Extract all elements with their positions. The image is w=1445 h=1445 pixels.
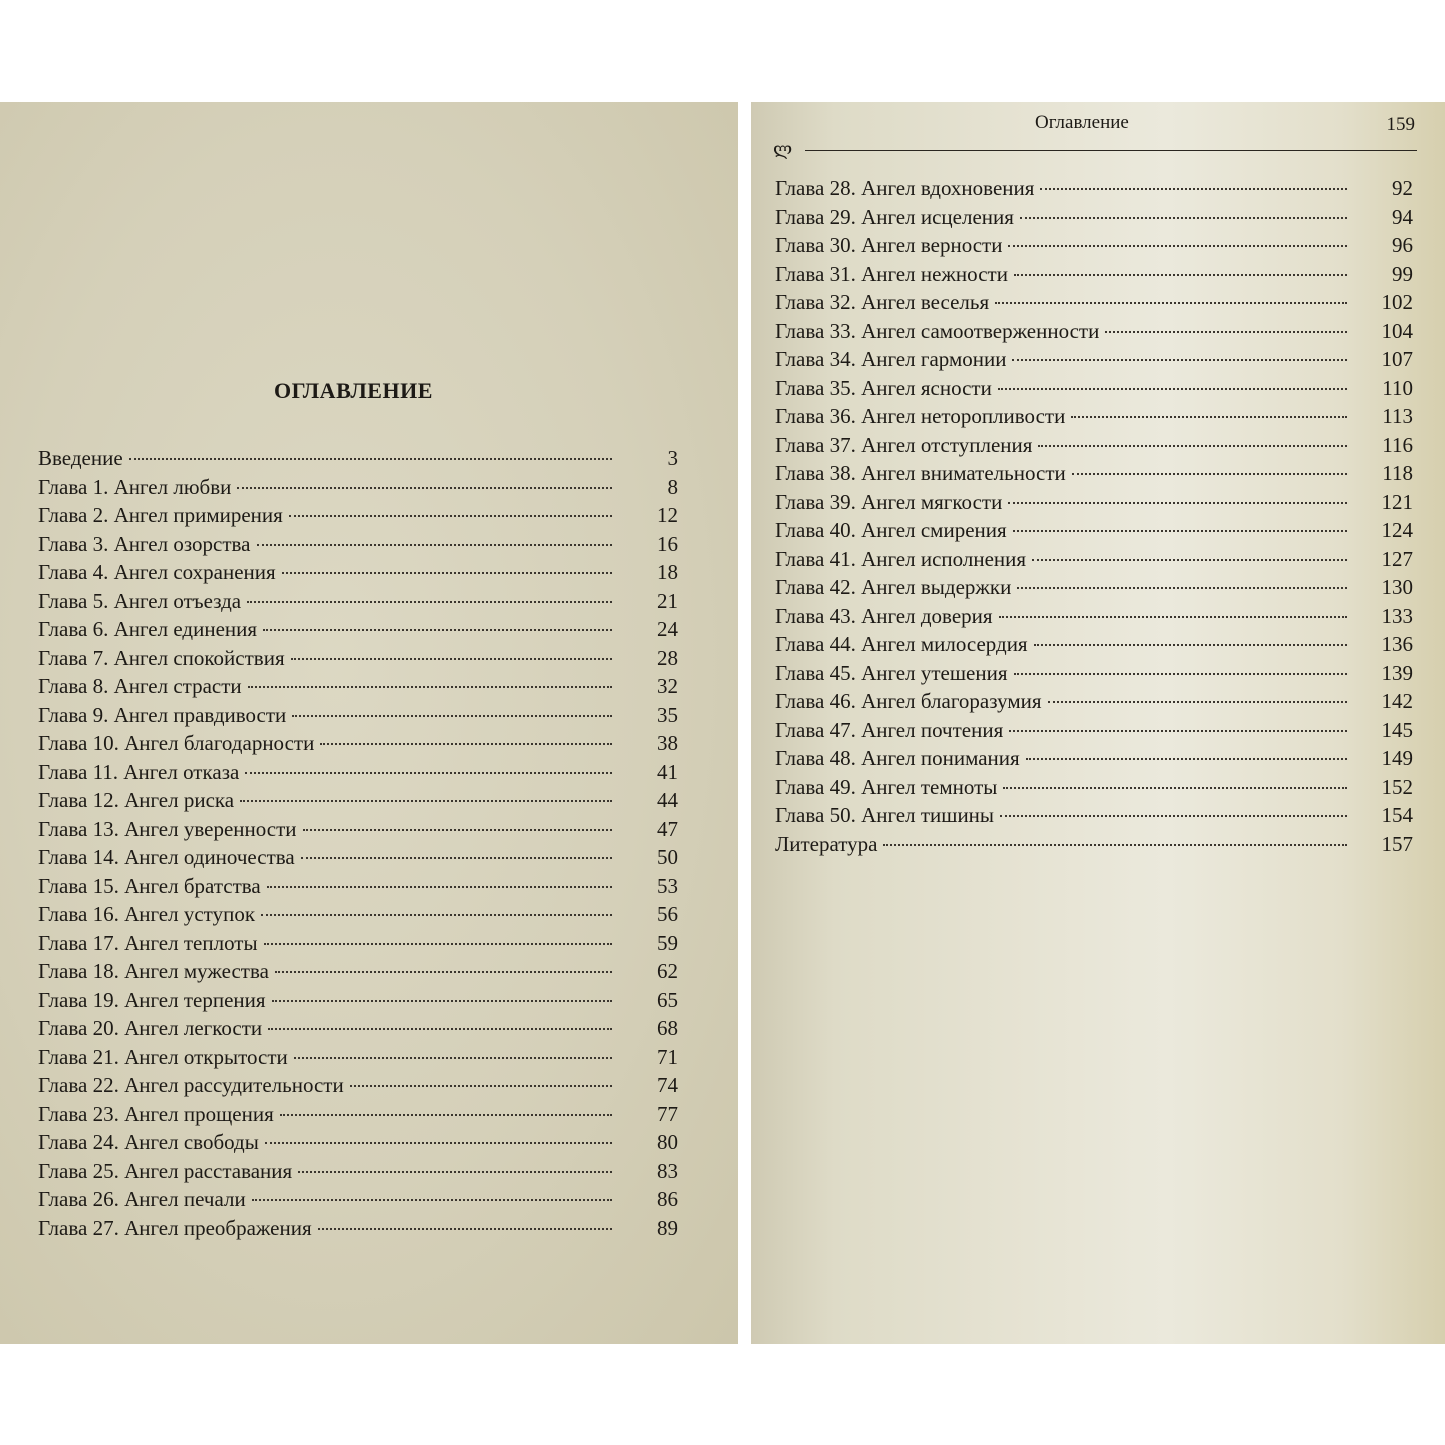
toc-entry-page: 38 — [657, 731, 678, 755]
toc-entry — [775, 518, 1413, 547]
toc-entry — [38, 617, 678, 646]
toc-entry — [38, 589, 678, 618]
toc-entry — [775, 176, 1413, 205]
toc-entry — [775, 461, 1413, 490]
toc-entry — [775, 604, 1413, 633]
dot-leader — [1105, 331, 1347, 333]
toc-entry — [38, 731, 678, 760]
toc-entry-label: Глава 50. Ангел тишины — [775, 803, 995, 827]
toc-entry-label: Глава 20. Ангел легкости — [38, 1016, 263, 1040]
toc-entry-label: Глава 31. Ангел нежности — [775, 261, 1008, 286]
dot-leader — [1012, 359, 1347, 361]
toc-entry — [38, 1159, 678, 1188]
dot-leader — [1038, 445, 1347, 447]
toc-entry-label: Глава 3. Ангел озорства — [38, 531, 251, 556]
toc-entry — [38, 1073, 678, 1102]
toc-entry-label: Глава 33. Ангел самоотверженности — [775, 318, 1100, 343]
dot-leader — [247, 601, 612, 603]
toc-entry — [775, 746, 1413, 775]
dot-leader — [248, 686, 612, 688]
toc-entry-page: 44 — [657, 788, 678, 812]
toc-entry — [38, 874, 678, 903]
toc-entry-label: Глава 12. Ангел риска — [38, 788, 235, 812]
toc-entry-page: 53 — [657, 873, 678, 898]
toc-entry-page: 35 — [657, 702, 678, 727]
toc-entry-page: 80 — [657, 1130, 678, 1154]
dot-leader — [129, 458, 612, 460]
toc-entry-page: 94 — [1392, 204, 1413, 229]
right-page — [751, 102, 1445, 1344]
toc-entry-page: 41 — [657, 759, 678, 784]
toc-entry — [38, 560, 678, 589]
toc-entry-label: Глава 14. Ангел одиночества — [38, 845, 295, 869]
dot-leader — [257, 544, 613, 546]
toc-entry-page: 74 — [657, 1073, 678, 1097]
toc-entry-page: 77 — [657, 1101, 678, 1126]
toc-entry-page: 18 — [657, 560, 678, 584]
toc-entry-label: Глава 6. Ангел единения — [38, 617, 258, 641]
toc-entry-label: Глава 36. Ангел неторопливости — [775, 404, 1066, 428]
toc-entry — [38, 1130, 678, 1159]
toc-entry-label: Глава 32. Ангел веселья — [775, 290, 990, 314]
toc-entry-label: Глава 8. Ангел страсти — [38, 674, 242, 698]
toc-entry-page: 157 — [1381, 831, 1413, 856]
toc-list-right — [775, 176, 1413, 860]
dot-leader — [1008, 502, 1347, 504]
toc-entry-page: 59 — [657, 930, 678, 955]
dot-leader — [282, 572, 612, 574]
toc-entry-page: 47 — [657, 816, 678, 841]
toc-entry-label: Глава 21. Ангел открытости — [38, 1044, 288, 1069]
dot-leader — [280, 1114, 612, 1116]
dot-leader — [294, 1057, 612, 1059]
toc-entry-label: Глава 4. Ангел сохранения — [38, 560, 276, 584]
dot-leader — [267, 886, 612, 888]
toc-entry-label: Глава 39. Ангел мягкости — [775, 489, 1003, 514]
dot-leader — [275, 971, 612, 973]
toc-entry — [775, 290, 1413, 319]
dot-leader — [350, 1085, 612, 1087]
toc-entry-label: Глава 13. Ангел уверенности — [38, 816, 297, 841]
toc-entry-label: Глава 9. Ангел правдивости — [38, 702, 287, 727]
toc-entry-label: Глава 28. Ангел вдохновения — [775, 176, 1035, 200]
toc-entry-page: 96 — [1392, 233, 1413, 257]
dot-leader — [303, 829, 612, 831]
dot-leader — [261, 914, 612, 916]
toc-entry-page: 68 — [657, 1016, 678, 1040]
toc-entry-page: 71 — [657, 1044, 678, 1069]
dot-leader — [289, 515, 612, 517]
toc-entry — [775, 775, 1413, 804]
toc-entry-page: 21 — [657, 588, 678, 613]
toc-list-left — [38, 446, 678, 1244]
toc-entry-page: 145 — [1381, 717, 1413, 742]
toc-entry — [775, 832, 1413, 861]
toc-entry-label: Глава 37. Ангел отступления — [775, 432, 1033, 457]
toc-entry-label: Глава 35. Ангел ясности — [775, 375, 992, 400]
toc-entry-page: 136 — [1381, 632, 1413, 656]
toc-entry — [38, 475, 678, 504]
dot-leader — [1008, 245, 1347, 247]
toc-entry-page: 102 — [1381, 290, 1413, 314]
toc-entry-label: Глава 18. Ангел мужества — [38, 959, 269, 983]
toc-entry — [775, 803, 1413, 832]
dot-leader — [1048, 701, 1348, 703]
toc-entry — [38, 1216, 678, 1245]
toc-entry-label: Глава 30. Ангел верности — [775, 233, 1003, 257]
toc-entry — [775, 718, 1413, 747]
toc-entry-page: 118 — [1382, 461, 1413, 485]
toc-entry — [38, 988, 678, 1017]
toc-entry — [38, 1187, 678, 1216]
dot-leader — [263, 629, 612, 631]
toc-entry-page: 104 — [1381, 318, 1413, 343]
toc-entry — [38, 1016, 678, 1045]
toc-entry-label: Глава 43. Ангел доверия — [775, 603, 993, 628]
toc-entry-page: 92 — [1392, 176, 1413, 200]
toc-entry — [775, 376, 1413, 405]
dot-leader — [292, 715, 612, 717]
toc-entry-page: 142 — [1381, 689, 1413, 713]
toc-entry-page: 28 — [657, 645, 678, 670]
dot-leader — [1014, 673, 1348, 675]
dot-leader — [1072, 473, 1347, 475]
toc-entry-page: 107 — [1381, 347, 1413, 371]
toc-entry-page: 139 — [1381, 660, 1413, 685]
toc-entry-label: Глава 1. Ангел любви — [38, 474, 232, 499]
toc-entry-label: Глава 40. Ангел смирения — [775, 518, 1007, 542]
toc-entry — [38, 703, 678, 732]
dot-leader — [240, 800, 612, 802]
toc-entry-page: 110 — [1382, 375, 1413, 400]
toc-entry-label: Глава 24. Ангел свободы — [38, 1130, 259, 1154]
toc-entry-label: Введение — [38, 446, 123, 470]
book-gutter — [738, 102, 751, 1344]
toc-entry-page: 133 — [1381, 603, 1413, 628]
toc-entry — [775, 632, 1413, 661]
toc-entry — [775, 233, 1413, 262]
toc-entry-page: 149 — [1381, 746, 1413, 770]
toc-entry-label: Глава 27. Ангел преображения — [38, 1215, 312, 1240]
dot-leader — [1013, 530, 1347, 532]
toc-entry-page: 56 — [657, 902, 678, 926]
toc-entry-page: 50 — [657, 845, 678, 869]
toc-entry — [38, 931, 678, 960]
toc-entry-page: 154 — [1381, 803, 1413, 827]
running-head: Оглавление — [1035, 112, 1129, 133]
toc-entry-label: Глава 38. Ангел внимательности — [775, 461, 1066, 485]
dot-leader — [1000, 815, 1347, 817]
toc-entry — [38, 817, 678, 846]
toc-entry-label: Глава 45. Ангел утешения — [775, 660, 1008, 685]
dot-leader — [1003, 787, 1347, 789]
toc-entry — [38, 503, 678, 532]
toc-entry-label: Глава 48. Ангел понимания — [775, 746, 1020, 770]
toc-entry-page: 116 — [1382, 432, 1413, 457]
toc-entry — [38, 1102, 678, 1131]
dot-leader — [1071, 416, 1347, 418]
dot-leader — [320, 743, 612, 745]
toc-entry-label: Литература — [775, 831, 878, 856]
page-number: 159 — [1386, 114, 1415, 135]
dot-leader — [318, 1228, 612, 1230]
dot-leader — [291, 658, 612, 660]
dot-leader — [1026, 758, 1347, 760]
toc-title: ОГЛАВЛЕНИЕ — [274, 378, 433, 403]
toc-entry-page: 3 — [667, 446, 678, 470]
dot-leader — [268, 1028, 612, 1030]
dot-leader — [301, 857, 612, 859]
toc-entry — [38, 959, 678, 988]
toc-entry — [775, 661, 1413, 690]
dot-leader — [252, 1199, 612, 1201]
toc-entry-page: 65 — [657, 987, 678, 1012]
toc-entry — [38, 788, 678, 817]
toc-entry — [775, 205, 1413, 234]
toc-entry — [775, 347, 1413, 376]
toc-entry-page: 121 — [1381, 489, 1413, 514]
toc-entry-label: Глава 16. Ангел уступок — [38, 902, 256, 926]
dot-leader — [245, 772, 612, 774]
toc-entry-label: Глава 22. Ангел рассудительности — [38, 1073, 344, 1097]
toc-entry-label: Глава 47. Ангел почтения — [775, 717, 1004, 742]
toc-entry — [775, 689, 1413, 718]
toc-entry-page: 12 — [657, 503, 678, 527]
toc-entry — [775, 319, 1413, 348]
toc-entry-page: 124 — [1381, 518, 1413, 542]
toc-entry-page: 16 — [657, 531, 678, 556]
toc-entry-label: Глава 25. Ангел расставания — [38, 1158, 293, 1183]
dot-leader — [298, 1171, 612, 1173]
toc-entry-label: Глава 17. Ангел теплоты — [38, 930, 258, 955]
toc-entry-label: Глава 49. Ангел темноты — [775, 774, 998, 799]
toc-entry-page: 113 — [1382, 404, 1413, 428]
toc-entry — [38, 446, 678, 475]
toc-entry — [38, 1045, 678, 1074]
toc-entry-label: Глава 7. Ангел спокойствия — [38, 645, 285, 670]
toc-entry-label: Глава 23. Ангел прощения — [38, 1101, 274, 1126]
toc-entry-label: Глава 10. Ангел благодарности — [38, 731, 315, 755]
toc-entry-label: Глава 42. Ангел выдержки — [775, 575, 1012, 599]
toc-entry-label: Глава 2. Ангел примирения — [38, 503, 283, 527]
toc-entry-page: 152 — [1381, 774, 1413, 799]
toc-entry — [775, 433, 1413, 462]
dot-leader — [272, 1000, 612, 1002]
toc-entry-page: 32 — [657, 674, 678, 698]
dot-leader — [883, 844, 1347, 846]
toc-entry-page: 99 — [1392, 261, 1413, 286]
toc-entry-label: Глава 26. Ангел печали — [38, 1187, 246, 1211]
toc-entry — [38, 902, 678, 931]
toc-entry-page: 89 — [657, 1215, 678, 1240]
toc-entry-label: Глава 34. Ангел гармонии — [775, 347, 1007, 371]
dot-leader — [998, 388, 1347, 390]
toc-entry-page: 127 — [1381, 546, 1413, 571]
toc-entry-label: Глава 29. Ангел исцеления — [775, 204, 1014, 229]
toc-entry-page: 24 — [657, 617, 678, 641]
toc-entry-label: Глава 19. Ангел терпения — [38, 987, 266, 1012]
toc-entry-label: Глава 44. Ангел милосердия — [775, 632, 1028, 656]
dot-leader — [237, 487, 612, 489]
toc-entry — [775, 262, 1413, 291]
toc-entry — [775, 404, 1413, 433]
toc-entry — [38, 845, 678, 874]
dot-leader — [995, 302, 1347, 304]
toc-entry-label: Глава 41. Ангел исполнения — [775, 546, 1027, 571]
left-page — [0, 102, 738, 1344]
toc-entry-page: 62 — [657, 959, 678, 983]
dot-leader — [1017, 587, 1347, 589]
header-rule — [805, 150, 1417, 151]
toc-entry-label: Глава 15. Ангел братства — [38, 873, 261, 898]
dot-leader — [265, 1142, 612, 1144]
toc-entry — [38, 760, 678, 789]
toc-entry — [775, 575, 1413, 604]
dot-leader — [1040, 188, 1347, 190]
toc-entry-label: Глава 11. Ангел отказа — [38, 759, 240, 784]
dot-leader — [264, 943, 612, 945]
dot-leader — [1020, 217, 1347, 219]
toc-entry — [38, 646, 678, 675]
dot-leader — [1009, 730, 1347, 732]
toc-entry — [38, 532, 678, 561]
toc-entry-page: 83 — [657, 1158, 678, 1183]
dot-leader — [999, 616, 1347, 618]
ornament-icon: ლ — [773, 139, 793, 159]
toc-entry-page: 86 — [657, 1187, 678, 1211]
dot-leader — [1014, 274, 1347, 276]
toc-entry-page: 8 — [667, 474, 678, 499]
toc-entry — [775, 490, 1413, 519]
toc-entry — [775, 547, 1413, 576]
dot-leader — [1032, 559, 1347, 561]
dot-leader — [1034, 644, 1347, 646]
toc-entry-label: Глава 5. Ангел отъезда — [38, 588, 242, 613]
toc-entry-label: Глава 46. Ангел благоразумия — [775, 689, 1042, 713]
toc-entry — [38, 674, 678, 703]
toc-entry-page: 130 — [1381, 575, 1413, 599]
